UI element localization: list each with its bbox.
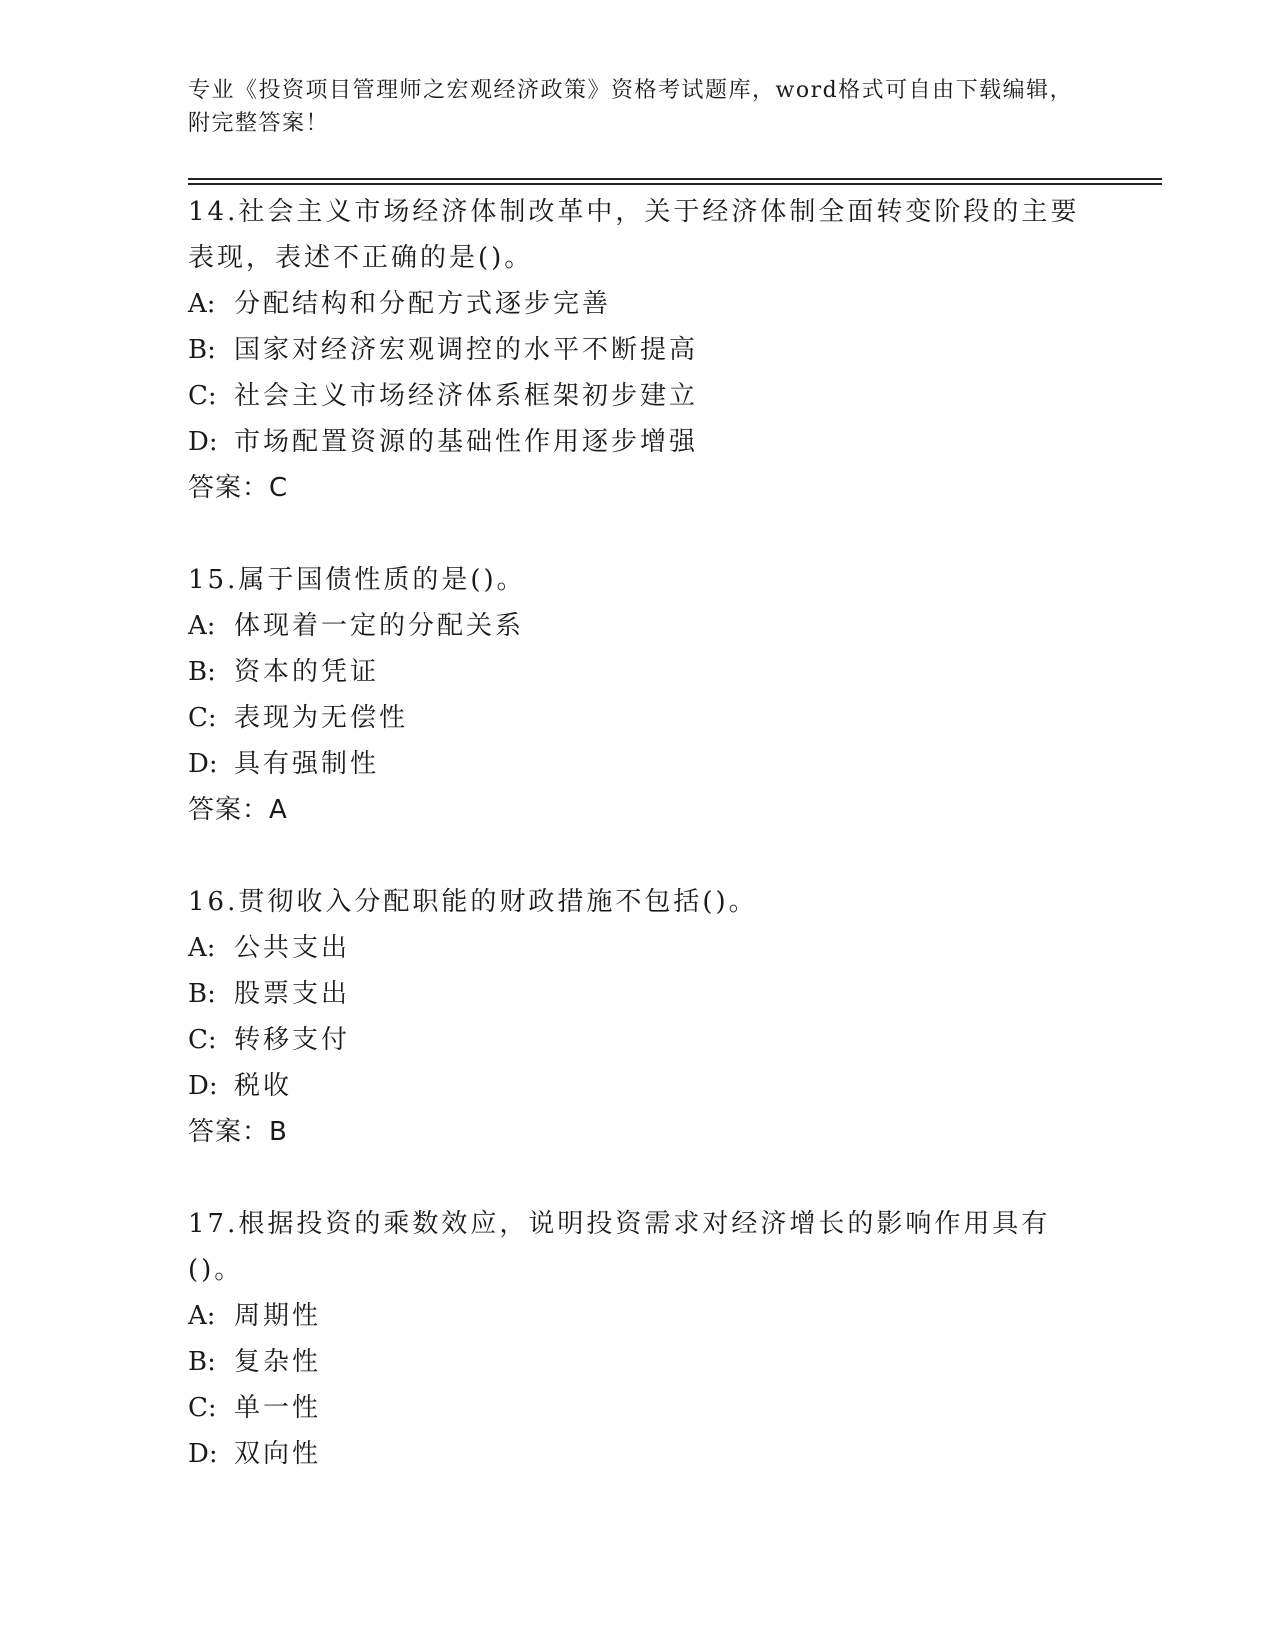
option-key: B: xyxy=(188,1347,216,1377)
option-list xyxy=(188,925,1088,1109)
option-text: 社会主义市场经济体系框架初步建立 xyxy=(234,381,699,411)
header-divider-bottom xyxy=(188,183,1162,185)
option-key: D: xyxy=(188,1439,218,1469)
option-key: C: xyxy=(188,703,217,733)
option-key: A: xyxy=(188,611,216,641)
option-text: 资本的凭证 xyxy=(234,657,380,687)
question-text: 17.根据投资的乘数效应，说明投资需求对经济增长的影响作用具有()。 xyxy=(188,1209,1051,1285)
option-key: D: xyxy=(188,1071,218,1101)
option-c xyxy=(188,1017,1088,1063)
option-key: A: xyxy=(188,933,216,963)
option-key: D: xyxy=(188,749,218,779)
option-list xyxy=(188,281,1088,465)
option-key: B: xyxy=(188,979,216,1009)
option-b xyxy=(188,1339,1088,1385)
option-key: C: xyxy=(188,381,217,411)
answer-line: 答案：A xyxy=(188,795,288,825)
option-text: 公共支出 xyxy=(234,933,351,963)
option-a xyxy=(188,281,1088,327)
question-14 xyxy=(188,189,1088,511)
option-c xyxy=(188,1385,1088,1431)
answer-line: 答案：B xyxy=(188,1117,288,1147)
option-key: C: xyxy=(188,1393,217,1423)
option-text: 国家对经济宏观调控的水平不断提高 xyxy=(234,335,699,365)
option-list xyxy=(188,1293,1088,1477)
option-d xyxy=(188,741,1088,787)
option-text: 具有强制性 xyxy=(234,749,380,779)
question-list xyxy=(188,189,1088,1523)
option-text: 体现着一定的分配关系 xyxy=(234,611,525,641)
option-b xyxy=(188,327,1088,373)
option-text: 双向性 xyxy=(234,1439,322,1469)
option-text: 股票支出 xyxy=(234,979,351,1009)
option-key: D: xyxy=(188,427,218,457)
option-text: 复杂性 xyxy=(234,1347,322,1377)
question-17 xyxy=(188,1201,1088,1477)
option-text: 分配结构和分配方式逐步完善 xyxy=(234,289,612,319)
option-b xyxy=(188,649,1088,695)
question-15 xyxy=(188,557,1088,833)
option-list xyxy=(188,603,1088,787)
option-d xyxy=(188,419,1088,465)
option-text: 转移支付 xyxy=(234,1025,351,1055)
question-text: 16.贯彻收入分配职能的财政措施不包括()。 xyxy=(188,887,758,917)
option-key: A: xyxy=(188,1301,216,1331)
option-a xyxy=(188,603,1088,649)
option-a xyxy=(188,1293,1088,1339)
option-text: 市场配置资源的基础性作用逐步增强 xyxy=(234,427,699,457)
option-text: 表现为无偿性 xyxy=(234,703,409,733)
option-b xyxy=(188,971,1088,1017)
document-intro: 专业《投资项目管理师之宏观经济政策》资格考试题库，word格式可自由下载编辑，附完整答案！ xyxy=(188,78,1074,136)
question-16 xyxy=(188,879,1088,1155)
option-key: B: xyxy=(188,657,216,687)
question-text: 14.社会主义市场经济体制改革中，关于经济体制全面转变阶段的主要表现，表述不正确的是()。 xyxy=(188,197,1080,273)
answer-line: 答案：C xyxy=(188,473,289,503)
option-key: A: xyxy=(188,289,216,319)
header-divider-top xyxy=(188,178,1162,180)
option-text: 税收 xyxy=(234,1071,293,1101)
option-text: 单一性 xyxy=(234,1393,322,1423)
option-d xyxy=(188,1063,1088,1109)
option-c xyxy=(188,373,1088,419)
option-key: B: xyxy=(188,335,216,365)
option-d xyxy=(188,1431,1088,1477)
option-c xyxy=(188,695,1088,741)
option-text: 周期性 xyxy=(234,1301,322,1331)
option-a xyxy=(188,925,1088,971)
option-key: C: xyxy=(188,1025,217,1055)
question-text: 15.属于国债性质的是()。 xyxy=(188,565,526,595)
